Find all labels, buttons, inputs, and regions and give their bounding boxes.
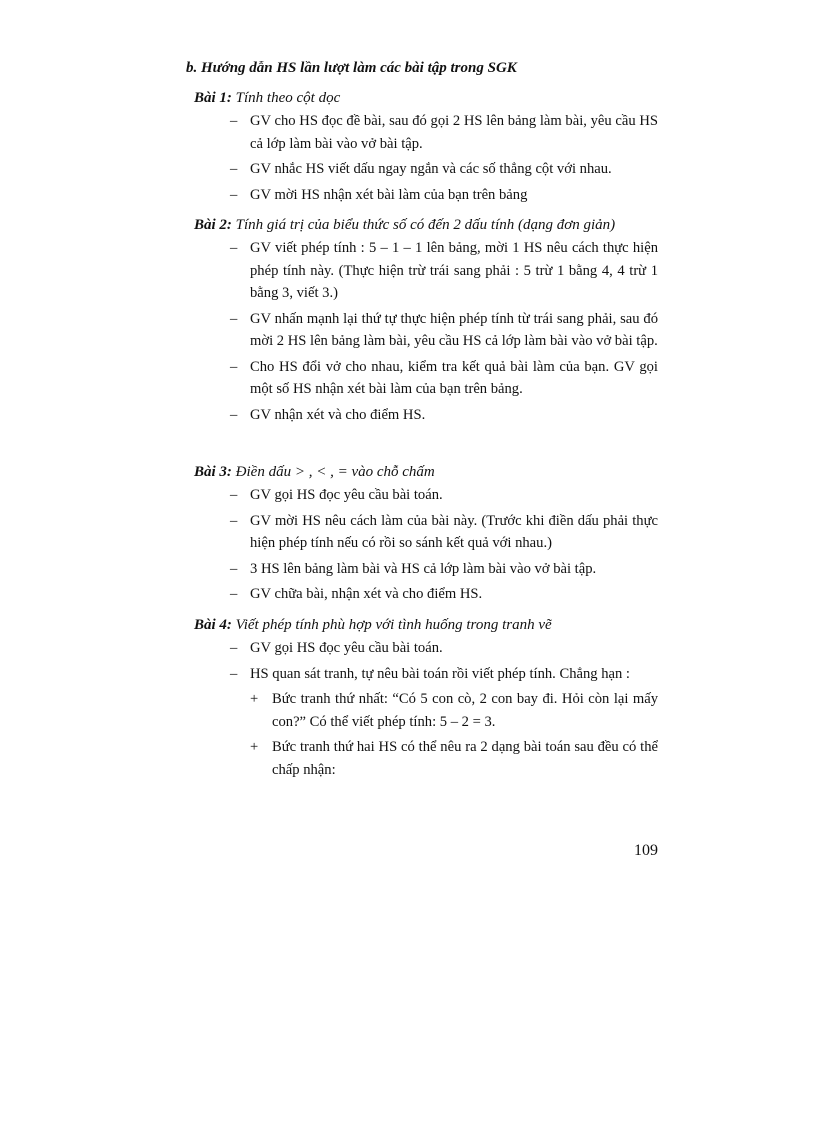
exercise-label: Bài 3: (194, 464, 232, 480)
list-item-text: GV chữa bài, nhận xét và cho điểm HS. (250, 586, 483, 602)
dash-bullet: – (230, 586, 238, 602)
list-item (194, 308, 658, 353)
list-item-text: 3 HS lên bảng làm bài và HS cả lớp làm bài vào vở bài tập. (250, 560, 597, 577)
list-item (194, 663, 658, 686)
list-item-text: GV gọi HS đọc yêu cầu bài toán. (250, 640, 443, 656)
list-item (194, 158, 658, 181)
list-item-text: GV cho HS đọc đề bài, sau đó gọi 2 HS lên bảng làm bài, yêu cầu HS cả lớp làm bài vào vở bài tập. (250, 113, 658, 152)
exercise-description: Tính giá trị của biểu thức số có đến 2 dấu tính (dạng đơn giản) (235, 217, 616, 233)
sub-list-item-text: Bức tranh thứ nhất: “Có 5 con cò, 2 con bay đi. Hỏi còn lại mấy con?” Có thể viết phép tính: 5 – 2 = 3. (272, 691, 658, 730)
exercise-description: Tính theo cột dọc (235, 90, 341, 106)
sub-list-item (194, 688, 658, 733)
plus-bullet: + (250, 739, 259, 755)
list-item-text: HS quan sát tranh, tự nêu bài toán rồi viết phép tính. Chẳng hạn : (250, 665, 630, 682)
list-item (194, 404, 658, 427)
list-item-text: GV viết phép tính : 5 – 1 – 1 lên bảng, mời 1 HS nêu cách thực hiện phép tính này. (Thực hiện trừ trái sang phải : 5 trừ 1 bằng 4, 4 trừ 1 bằng 3, viết 3.) (250, 240, 658, 301)
list-item (194, 356, 658, 401)
list-item-text: GV mời HS nhận xét bài làm của bạn trên bảng (250, 186, 528, 203)
exercise-description: Viết phép tính phù hợp với tình huống trong tranh vẽ (235, 617, 552, 633)
dash-bullet: – (230, 113, 238, 129)
section-heading: b. Hướng dẫn HS lần lượt làm các bài tập trong SGK (186, 60, 517, 76)
dash-bullet: – (230, 512, 238, 529)
list-item-text: Cho HS đổi vở cho nhau, kiểm tra kết quả bài làm của bạn. GV gọi một số HS nhận xét bài làm của bạn trên bảng. (250, 358, 658, 397)
dash-bullet: – (230, 640, 238, 656)
list-item (194, 558, 658, 581)
dash-bullet: – (230, 358, 238, 375)
list-item (194, 583, 658, 606)
exercise-3-title (194, 464, 664, 481)
exercise-1 (194, 90, 664, 206)
list-item (194, 510, 658, 555)
exercise-3 (194, 464, 664, 606)
exercise-label: Bài 1: (194, 90, 232, 106)
dash-bullet: – (230, 560, 238, 577)
exercise-2-title (194, 217, 664, 234)
dash-bullet: – (230, 487, 238, 503)
list-item-text: GV nhận xét và cho điểm HS. (250, 406, 426, 423)
exercise-2 (194, 217, 664, 426)
sub-list-item (194, 736, 658, 781)
dash-bullet: – (230, 161, 238, 177)
list-item-text: GV mời HS nêu cách làm của bài này. (Trước khi điền dấu phải thực hiện phép tính nếu có rồi so sánh kết quả với nhau.) (250, 512, 658, 551)
list-item (194, 237, 658, 305)
dash-bullet: – (230, 186, 238, 203)
list-item (194, 110, 658, 155)
page-number: 109 (634, 842, 658, 859)
list-item-text: GV nhấn mạnh lại thứ tự thực hiện phép tính từ trái sang phải, sau đó mời 2 HS lên bảng làm bài, yêu cầu HS cả lớp làm bài vào vở bài tập. (250, 310, 658, 349)
dash-bullet: – (230, 240, 238, 256)
exercise-label: Bài 4: (194, 617, 232, 633)
sub-list-item-text: Bức tranh thứ hai HS có thể nêu ra 2 dạng bài toán sau đều có thể chấp nhận: (272, 739, 658, 778)
dash-bullet: – (230, 406, 238, 423)
list-item (194, 484, 658, 507)
exercise-4 (194, 617, 664, 781)
list-item-text: GV nhắc HS viết dấu ngay ngắn và các số thẳng cột với nhau. (250, 161, 612, 177)
dash-bullet: – (230, 665, 238, 682)
exercise-label: Bài 2: (194, 217, 232, 233)
plus-bullet: + (250, 691, 259, 707)
list-item (194, 184, 658, 207)
dash-bullet: – (230, 310, 238, 327)
exercise-1-title (194, 90, 664, 107)
exercise-4-title (194, 617, 664, 634)
list-item-text: GV gọi HS đọc yêu cầu bài toán. (250, 487, 443, 503)
list-item (194, 637, 658, 660)
exercise-description: Điền dấu > , < , = vào chỗ chấm (235, 464, 435, 480)
